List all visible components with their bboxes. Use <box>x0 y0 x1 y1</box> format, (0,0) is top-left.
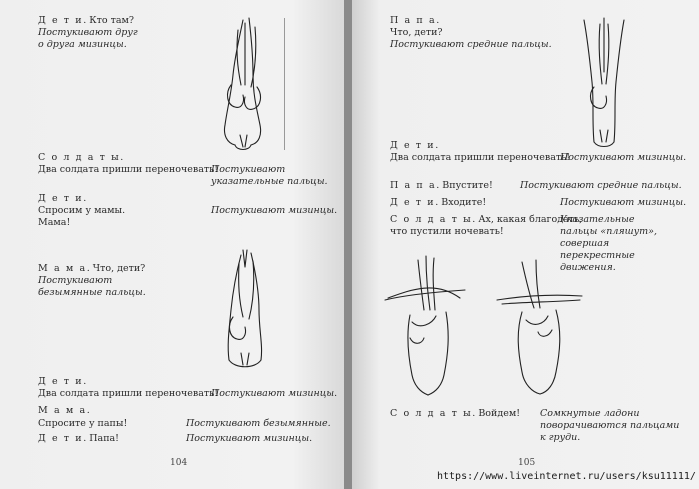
left-page <box>0 0 344 489</box>
left-stage5: Постукивают мизинцы. <box>211 388 338 399</box>
left-stage1-a: Постукивают друг <box>38 27 138 38</box>
left-line2-text: Два солдата пришли переночевать! <box>38 164 219 175</box>
page-number-right: 105 <box>518 458 536 468</box>
left-stage4-a: Постукивают <box>38 275 113 286</box>
right-stage5-d: перекрестные <box>560 250 635 261</box>
hands-pinkies-illustration <box>205 15 285 155</box>
watermark-url: https://www.liveinternet.ru/users/ksu11111/ <box>437 471 696 482</box>
left-line3-text-a: Спросим у мамы. <box>38 205 126 216</box>
right-stage2: Постукивают мизинцы. <box>560 152 687 163</box>
left-stage2-b: указательные пальцы. <box>211 176 328 187</box>
right-stage5-e: движения. <box>560 262 616 273</box>
right-line5-a: С о л д а т ы. Ах, какая благодать, <box>390 214 583 225</box>
left-stage4-b: безымянные пальцы. <box>38 287 146 298</box>
right-stage5-c: совершая <box>560 238 610 249</box>
hands-crossed-fingers-left-illustration <box>380 250 475 400</box>
right-stage6-c: к груди. <box>540 432 581 443</box>
left-line1: Д е т и. Кто там? <box>38 15 134 26</box>
right-line1-text: Что, дети? <box>390 27 443 38</box>
left-stage2-a: Постукивают <box>211 164 286 175</box>
right-stage6-b: поворачиваются пальцами <box>540 420 680 431</box>
right-line3: П а п а. Впустите! <box>390 180 493 191</box>
left-line3-text-b: Мама! <box>38 217 71 228</box>
left-line7: Д е т и. Папа! <box>38 433 120 444</box>
book-spine <box>344 0 352 489</box>
right-stage1: Постукивают средние пальцы. <box>390 39 552 50</box>
right-stage3: Постукивают средние пальцы. <box>520 180 682 191</box>
right-stage5-b: пальцы «пляшут», <box>560 226 658 237</box>
left-line5-speaker: Д е т и. <box>38 376 87 387</box>
right-page <box>352 0 699 489</box>
left-line2-speaker: С о л д а т ы. <box>38 152 124 163</box>
hands-crossed-fingers-right-illustration <box>492 252 587 402</box>
left-line6-speaker: М а м а. <box>38 405 90 416</box>
hands-middle-fingers-illustration <box>564 12 644 152</box>
left-line6-text: Спросите у папы! <box>38 418 128 429</box>
left-line4: М а м а. Что, дети? <box>38 263 146 274</box>
left-stage7: Постукивают мизинцы. <box>186 433 313 444</box>
right-line5-b: что пустили ночевать! <box>390 226 504 237</box>
right-stage5-a: Указательные <box>560 214 635 225</box>
right-stage4: Постукивают мизинцы. <box>560 197 687 208</box>
left-stage1-b: о друга мизинцы. <box>38 39 127 50</box>
right-line4: Д е т и. Входите! <box>390 197 487 208</box>
right-line6: С о л д а т ы. Войдем! <box>390 408 521 419</box>
page-number-left: 104 <box>170 458 188 468</box>
right-stage6-a: Сомкнутые ладони <box>540 408 640 419</box>
hands-ring-fingers-illustration <box>205 245 285 375</box>
left-stage3: Постукивают мизинцы. <box>211 205 338 216</box>
left-line3-speaker: Д е т и. <box>38 193 87 204</box>
left-stage6: Постукивают безымянные. <box>186 418 331 429</box>
right-line2-speaker: Д е т и. <box>390 140 439 151</box>
left-line5-text: Два солдата пришли переночевать! <box>38 388 219 399</box>
right-line2-text: Два солдата пришли переночевать! <box>390 152 571 163</box>
right-line1-speaker: П а п а. <box>390 15 440 26</box>
